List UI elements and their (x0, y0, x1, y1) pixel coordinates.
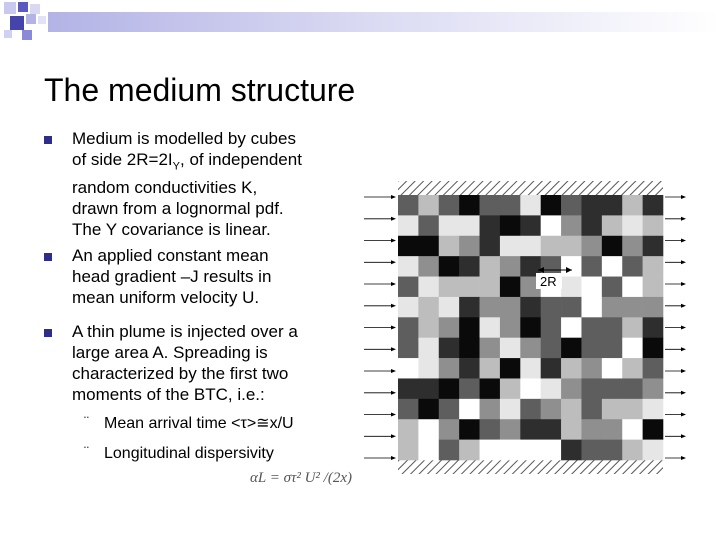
conductivity-cell (500, 440, 521, 461)
conductivity-cell (602, 236, 623, 257)
conductivity-cell (500, 338, 521, 359)
conductivity-cell (561, 419, 582, 440)
conductivity-cell (480, 358, 501, 379)
bullet-marker (44, 136, 52, 144)
conductivity-cell (500, 317, 521, 338)
conductivity-cell (643, 277, 664, 298)
conductivity-cell (418, 256, 439, 277)
conductivity-cell (459, 215, 480, 236)
conductivity-cell (622, 277, 643, 298)
conductivity-cell (418, 297, 439, 318)
conductivity-cell (480, 399, 501, 420)
subbullet-text-1: Mean arrival time <τ>≅x/U (104, 415, 294, 432)
subscript-y: Y (172, 160, 180, 173)
conductivity-cell (520, 297, 541, 318)
outflow-arrow-head (681, 369, 686, 373)
conductivity-cell (398, 378, 419, 399)
conductivity-cell (439, 317, 460, 338)
conductivity-grid (398, 195, 663, 460)
conductivity-cell (480, 317, 501, 338)
conductivity-cell (622, 440, 643, 461)
outflow-arrow-head (681, 347, 686, 351)
inflow-arrow-head (391, 391, 396, 395)
cube-size-label: 2R (540, 274, 557, 289)
outflow-arrow-head (681, 456, 686, 460)
conductivity-cell (541, 236, 562, 257)
conductivity-cell (459, 358, 480, 379)
conductivity-cell (439, 215, 460, 236)
conductivity-cell (561, 399, 582, 420)
conductivity-cell (541, 378, 562, 399)
conductivity-cell (541, 317, 562, 338)
subbullet-text-2: Longitudinal dispersivity (104, 445, 274, 462)
inflow-arrow-head (391, 413, 396, 417)
conductivity-cell (459, 399, 480, 420)
conductivity-cell (418, 378, 439, 399)
conductivity-cell (561, 358, 582, 379)
conductivity-cell (459, 256, 480, 277)
conductivity-cell (561, 297, 582, 318)
conductivity-cell (398, 256, 419, 277)
conductivity-cell (500, 215, 521, 236)
conductivity-cell (581, 440, 602, 461)
slide-title: The medium structure (44, 72, 356, 108)
conductivity-cell (418, 440, 439, 461)
inflow-arrow-head (391, 260, 396, 264)
conductivity-cell (541, 338, 562, 359)
impermeable-bottom-boundary (398, 460, 663, 474)
conductivity-cell (459, 317, 480, 338)
conductivity-cell (418, 215, 439, 236)
dispersivity-formula: αL = στ² U² /(2x) (250, 470, 352, 486)
conductivity-cell (622, 195, 643, 216)
conductivity-cell (500, 195, 521, 216)
conductivity-cell (480, 236, 501, 257)
conductivity-cell (398, 195, 419, 216)
conductivity-cell (561, 378, 582, 399)
conductivity-cell (418, 399, 439, 420)
conductivity-cell (520, 440, 541, 461)
conductivity-cell (541, 419, 562, 440)
conductivity-cell (602, 399, 623, 420)
outflow-arrow-head (681, 239, 686, 243)
header-bar (48, 12, 720, 32)
conductivity-cell (520, 317, 541, 338)
conductivity-cell (398, 215, 419, 236)
conductivity-cell (581, 236, 602, 257)
conductivity-cell (480, 195, 501, 216)
conductivity-cell (622, 215, 643, 236)
inflow-arrow-head (391, 326, 396, 330)
conductivity-cell (643, 378, 664, 399)
conductivity-cell (602, 215, 623, 236)
conductivity-cell (561, 338, 582, 359)
conductivity-cell (602, 419, 623, 440)
inflow-arrow-head (391, 434, 396, 438)
conductivity-cell (418, 277, 439, 298)
conductivity-cell (520, 358, 541, 379)
conductivity-cell (459, 419, 480, 440)
bullet-marker (44, 253, 52, 261)
conductivity-cell (398, 440, 419, 461)
inflow-arrow-head (391, 347, 396, 351)
conductivity-cell (500, 378, 521, 399)
conductivity-cell (418, 338, 439, 359)
conductivity-cell (459, 297, 480, 318)
conductivity-cell (643, 195, 664, 216)
outflow-arrow-head (681, 260, 686, 264)
conductivity-cell (520, 419, 541, 440)
conductivity-cell (581, 378, 602, 399)
subbullet-marker: ¨ (84, 444, 89, 461)
conductivity-cell (398, 317, 419, 338)
conductivity-cell (622, 256, 643, 277)
conductivity-cell (459, 378, 480, 399)
conductivity-cell (643, 317, 664, 338)
medium-structure-figure (360, 176, 690, 476)
conductivity-cell (418, 317, 439, 338)
conductivity-cell (561, 215, 582, 236)
conductivity-cell (459, 195, 480, 216)
conductivity-cell (581, 195, 602, 216)
outflow-arrow-head (681, 304, 686, 308)
conductivity-cell (622, 378, 643, 399)
bullet-text-2: An applied constant mean head gradient –J results in mean uniform velocity U. (72, 246, 272, 307)
conductivity-cell (520, 378, 541, 399)
conductivity-cell (480, 277, 501, 298)
inflow-arrows (364, 195, 396, 460)
conductivity-cell (480, 215, 501, 236)
conductivity-cell (581, 419, 602, 440)
conductivity-cell (581, 317, 602, 338)
conductivity-cell (418, 195, 439, 216)
conductivity-cell (480, 338, 501, 359)
conductivity-cell (561, 440, 582, 461)
conductivity-cell (500, 297, 521, 318)
conductivity-cell (520, 215, 541, 236)
inflow-arrow-head (391, 369, 396, 373)
conductivity-cell (581, 399, 602, 420)
conductivity-cell (520, 195, 541, 216)
conductivity-cell (541, 297, 562, 318)
bullet-marker (44, 329, 52, 337)
conductivity-cell (561, 317, 582, 338)
outflow-arrow-head (681, 391, 686, 395)
subbullet-marker: ¨ (84, 414, 89, 431)
conductivity-cell (622, 236, 643, 257)
inflow-arrow-head (391, 239, 396, 243)
conductivity-cell (418, 358, 439, 379)
conductivity-cell (602, 338, 623, 359)
conductivity-cell (439, 277, 460, 298)
conductivity-cell (581, 297, 602, 318)
inflow-arrow-head (391, 217, 396, 221)
conductivity-cell (602, 277, 623, 298)
inflow-arrow-head (391, 304, 396, 308)
conductivity-cell (622, 338, 643, 359)
conductivity-cell (643, 256, 664, 277)
bullet-text-1-a: Medium is modelled by cubes of side 2R=2I (72, 129, 296, 169)
conductivity-cell (602, 297, 623, 318)
conductivity-cell (459, 277, 480, 298)
conductivity-cell (643, 440, 664, 461)
conductivity-cell (622, 317, 643, 338)
conductivity-cell (398, 338, 419, 359)
inflow-arrow-head (391, 456, 396, 460)
conductivity-cell (439, 440, 460, 461)
conductivity-cell (643, 399, 664, 420)
conductivity-cell (643, 419, 664, 440)
conductivity-cell (398, 399, 419, 420)
inflow-arrow-head (391, 282, 396, 286)
conductivity-cell (398, 277, 419, 298)
conductivity-cell (602, 317, 623, 338)
outflow-arrow-head (681, 434, 686, 438)
conductivity-cell (439, 338, 460, 359)
conductivity-cell (418, 419, 439, 440)
conductivity-cell (439, 236, 460, 257)
impermeable-top-boundary (398, 181, 663, 195)
conductivity-cell (500, 419, 521, 440)
conductivity-cell (541, 358, 562, 379)
conductivity-cell (398, 358, 419, 379)
conductivity-cell (439, 256, 460, 277)
conductivity-cell (439, 195, 460, 216)
conductivity-cell (439, 399, 460, 420)
conductivity-cell (398, 236, 419, 257)
outflow-arrow-head (681, 217, 686, 221)
conductivity-cell (602, 378, 623, 399)
bullet-text-3: A thin plume is injected over a large area A. Spreading is characterized by the first two moments of the BTC, i.e.: (72, 322, 298, 404)
conductivity-cell (480, 440, 501, 461)
conductivity-cell (541, 440, 562, 461)
conductivity-cell (439, 419, 460, 440)
conductivity-cell (480, 419, 501, 440)
conductivity-cell (581, 256, 602, 277)
conductivity-cell (459, 440, 480, 461)
conductivity-cell (541, 215, 562, 236)
conductivity-cell (500, 236, 521, 257)
conductivity-cell (581, 215, 602, 236)
conductivity-cell (500, 277, 521, 298)
conductivity-cell (581, 338, 602, 359)
conductivity-cell (643, 215, 664, 236)
conductivity-cell (643, 236, 664, 257)
outflow-arrows (665, 195, 686, 460)
conductivity-cell (500, 256, 521, 277)
conductivity-cell (439, 297, 460, 318)
outflow-arrow-head (681, 195, 686, 199)
conductivity-cell (643, 338, 664, 359)
conductivity-cell (581, 277, 602, 298)
conductivity-cell (561, 256, 582, 277)
conductivity-cell (480, 297, 501, 318)
bullet-text-1-b: , of independent random conductivities K, drawn from a lognormal pdf. The Y covariance is linear. (72, 150, 302, 240)
conductivity-cell (602, 440, 623, 461)
conductivity-cell (561, 195, 582, 216)
conductivity-cell (459, 338, 480, 359)
conductivity-cell (439, 358, 460, 379)
conductivity-cell (541, 195, 562, 216)
conductivity-cell (500, 399, 521, 420)
conductivity-cell (418, 236, 439, 257)
conductivity-cell (643, 358, 664, 379)
conductivity-cell (622, 358, 643, 379)
conductivity-cell (622, 399, 643, 420)
conductivity-cell (602, 195, 623, 216)
conductivity-cell (520, 399, 541, 420)
outflow-arrow-head (681, 326, 686, 330)
conductivity-cell (602, 256, 623, 277)
conductivity-cell (398, 297, 419, 318)
bullet-text-1 (72, 128, 362, 240)
conductivity-cell (622, 419, 643, 440)
conductivity-cell (622, 297, 643, 318)
conductivity-cell (561, 236, 582, 257)
conductivity-cell (459, 236, 480, 257)
inflow-arrow-head (391, 195, 396, 199)
conductivity-cell (561, 277, 582, 298)
outflow-arrow-head (681, 282, 686, 286)
conductivity-cell (520, 236, 541, 257)
conductivity-cell (480, 256, 501, 277)
conductivity-cell (581, 358, 602, 379)
conductivity-cell (398, 419, 419, 440)
conductivity-cell (541, 399, 562, 420)
conductivity-cell (643, 297, 664, 318)
conductivity-cell (500, 358, 521, 379)
outflow-arrow-head (681, 413, 686, 417)
conductivity-cell (520, 338, 541, 359)
conductivity-cell (480, 378, 501, 399)
conductivity-cell (602, 358, 623, 379)
conductivity-cell (439, 378, 460, 399)
